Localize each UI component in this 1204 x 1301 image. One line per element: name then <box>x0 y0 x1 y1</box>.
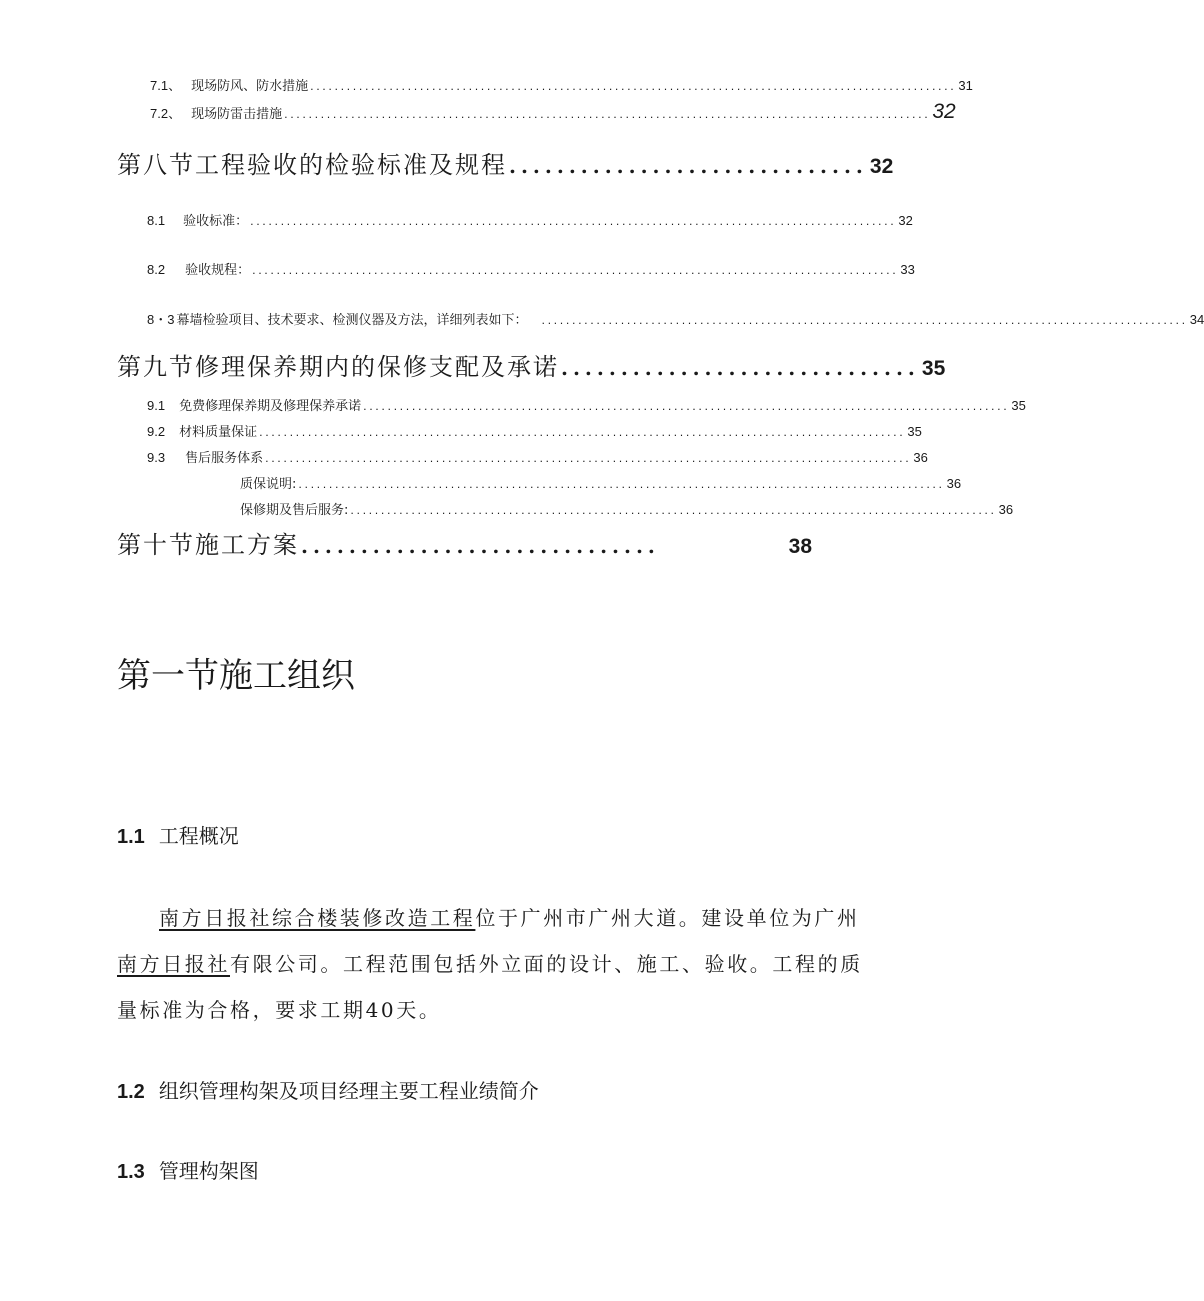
toc-page-number: 35 <box>907 424 922 439</box>
toc-text: 验收标准： <box>183 214 249 229</box>
project-overview-paragraph <box>117 895 877 1033</box>
toc-number: 7.2、 <box>150 106 182 121</box>
heading-text: 组织管理构架及项目经理主要工程业绩简介 <box>158 1079 539 1103</box>
toc-page-number: 36 <box>998 502 1014 517</box>
toc-entry-section-9[interactable] <box>117 347 946 382</box>
toc-text: 免费修理保养期及修理保养承诺 <box>179 399 362 414</box>
toc-page-number: 36 <box>946 476 962 491</box>
toc-entry-section-10[interactable] <box>117 525 812 560</box>
paragraph-text: 有限公司。工程范围包括外立面的设计、施工、验收。工程的质量标准为合格，要求工期40天。 <box>117 952 863 1022</box>
toc-text: 现场防风、防水措施 <box>191 79 309 94</box>
toc-entry-7-1[interactable] <box>150 75 973 94</box>
toc-page-number: 34 <box>1189 312 1204 327</box>
toc-page-number: 33 <box>900 262 915 277</box>
toc-page-number: 38 <box>788 535 812 558</box>
toc-page-number: 32 <box>869 155 894 178</box>
toc-text: 幕墙检验项目、技术要求、检测仪器及方法，详细列表如下： <box>176 313 528 328</box>
toc-leader: .......................................................................................................... <box>252 264 899 277</box>
toc-text: 保修期及售后服务: <box>240 503 349 518</box>
toc-number: 9.2 <box>147 424 166 439</box>
toc-entry-7-2[interactable] <box>150 100 956 124</box>
paragraph-text: 位于广州市广州大道。建设单位为广州 <box>475 906 860 930</box>
heading-1-3 <box>117 1155 259 1184</box>
toc-entry-8-2[interactable] <box>147 259 915 278</box>
toc-leader: .......................................................................................................... <box>250 215 897 228</box>
toc-text: 第八节工程验收的检验标准及规程 <box>117 151 507 179</box>
toc-text: 验收规程： <box>185 263 251 278</box>
heading-number: 1.3 <box>117 1161 145 1183</box>
heading-text: 管理构架图 <box>158 1159 259 1183</box>
toc-leader: .......................................................................................................... <box>310 80 957 93</box>
heading-text: 工程概况 <box>158 824 239 848</box>
toc-text: 质保说明: <box>240 477 297 492</box>
toc-leader: .......................................................................................................... <box>259 426 906 439</box>
toc-page-number: 32 <box>898 213 913 228</box>
toc-text: 材料质量保证 <box>179 425 258 440</box>
section-title: 第一节施工组织 <box>117 656 355 696</box>
toc-entry-warranty-note[interactable] <box>240 473 962 492</box>
project-name-link: 南方日报社综合楼装修改造工程 <box>159 906 476 930</box>
toc-entry-8-1[interactable] <box>147 210 913 229</box>
toc-number: 7.1、 <box>150 78 182 93</box>
toc-entry-after-sales[interactable] <box>240 499 1014 518</box>
toc-leader: .......................................................................................................... <box>298 478 945 491</box>
toc-number: 8.2 <box>147 262 166 277</box>
toc-leader: .............................. <box>509 154 868 178</box>
toc-text: 第十节施工方案 <box>117 531 299 559</box>
client-name-link: 南方日报社 <box>117 952 230 976</box>
toc-leader: .......................................................................................................... <box>265 452 912 465</box>
toc-leader: .......................................................................................................... <box>541 314 1188 327</box>
toc-page-number: 31 <box>958 78 973 93</box>
toc-leader: .............................. <box>561 356 920 380</box>
toc-page-number: 35 <box>921 357 946 380</box>
toc-text: 现场防雷击措施 <box>191 107 283 122</box>
heading-number: 1.1 <box>117 826 145 848</box>
toc-leader: .......................................................................................................... <box>350 504 997 517</box>
toc-leader: .............................. <box>301 534 660 558</box>
toc-page-number: 36 <box>913 450 928 465</box>
toc-text: 售后服务体系 <box>185 451 264 466</box>
toc-entry-section-8[interactable] <box>117 145 894 180</box>
toc-page-number: 32 <box>932 100 956 123</box>
toc-leader: .......................................................................................................... <box>363 400 1010 413</box>
toc-entry-9-2[interactable] <box>147 421 922 440</box>
toc-page-number: 35 <box>1011 398 1026 413</box>
toc-text: 第九节修理保养期内的保修支配及承诺 <box>117 353 559 381</box>
heading-number: 1.2 <box>117 1081 145 1103</box>
toc-leader: .......................................................................................................... <box>284 108 931 121</box>
heading-1-1 <box>117 820 239 849</box>
toc-entry-9-3[interactable] <box>147 447 928 466</box>
toc-number: 9.3 <box>147 450 166 465</box>
toc-number: 9.1 <box>147 398 166 413</box>
toc-entry-8-3[interactable] <box>147 309 1204 328</box>
toc-number: 8・3 <box>147 312 175 327</box>
toc-number: 8.1 <box>147 213 166 228</box>
toc-entry-9-1[interactable] <box>147 395 1026 414</box>
heading-1-2 <box>117 1075 539 1104</box>
